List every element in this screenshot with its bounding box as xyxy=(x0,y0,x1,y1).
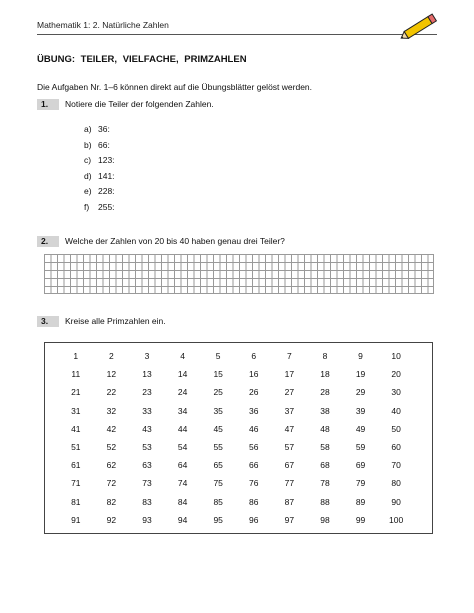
task-text: Kreise alle Primzahlen ein. xyxy=(65,316,166,326)
number-cell[interactable]: 40 xyxy=(391,405,401,416)
page-header: Mathematik 1: 2. Natürliche Zahlen xyxy=(37,20,169,30)
number-cell[interactable]: 14 xyxy=(177,369,188,380)
number-cell[interactable]: 45 xyxy=(213,423,223,434)
number-cell[interactable]: 58 xyxy=(320,441,330,452)
number-cell[interactable]: 88 xyxy=(320,496,330,507)
item-label: d) xyxy=(84,170,92,181)
number-cell[interactable]: 25 xyxy=(213,387,223,398)
number-cell[interactable]: 60 xyxy=(391,441,401,452)
number-cell[interactable]: 1 xyxy=(73,351,79,361)
number-cell[interactable]: 71 xyxy=(71,478,81,489)
number-cell[interactable]: 34 xyxy=(177,405,188,416)
number-cell[interactable]: 99 xyxy=(355,514,366,525)
number-cell[interactable]: 13 xyxy=(142,369,152,380)
number-cell[interactable]: 50 xyxy=(391,423,401,434)
number-cell[interactable]: 76 xyxy=(249,478,259,489)
number-cell[interactable]: 56 xyxy=(249,441,259,452)
number-cell[interactable]: 28 xyxy=(320,387,330,398)
number-cell[interactable]: 5 xyxy=(215,351,221,361)
list-item xyxy=(84,171,115,187)
divisor-list xyxy=(84,124,115,218)
number-cell[interactable]: 69 xyxy=(355,460,366,471)
number-cell[interactable]: 55 xyxy=(213,441,223,452)
number-cell[interactable]: 19 xyxy=(355,369,366,380)
number-cell[interactable]: 61 xyxy=(71,460,81,471)
number-cell[interactable]: 93 xyxy=(142,514,152,525)
number-cell[interactable]: 78 xyxy=(320,478,330,489)
number-cell[interactable]: 100 xyxy=(389,514,404,525)
number-cell[interactable]: 22 xyxy=(106,387,117,398)
number-cell[interactable]: 96 xyxy=(249,514,259,525)
number-cell[interactable]: 8 xyxy=(322,351,328,361)
number-cell[interactable]: 98 xyxy=(320,514,330,525)
list-item xyxy=(84,202,115,218)
number-cell[interactable]: 27 xyxy=(284,387,295,398)
item-value: 255: xyxy=(98,201,115,212)
number-cell[interactable]: 18 xyxy=(320,369,330,380)
number-cell[interactable]: 23 xyxy=(142,387,152,398)
list-item xyxy=(84,124,115,140)
item-value: 123: xyxy=(98,155,115,166)
number-cell[interactable]: 2 xyxy=(109,351,114,361)
number-cell[interactable]: 86 xyxy=(249,496,259,507)
number-cell[interactable]: 94 xyxy=(177,514,188,525)
number-cell[interactable]: 39 xyxy=(355,405,366,416)
task-2 xyxy=(37,235,285,247)
number-cell[interactable]: 85 xyxy=(213,496,223,507)
number-cell[interactable]: 82 xyxy=(106,496,117,507)
number-cell[interactable]: 9 xyxy=(358,351,363,361)
number-cell[interactable]: 72 xyxy=(106,478,117,489)
item-value: 66: xyxy=(98,139,110,150)
number-cell[interactable]: 53 xyxy=(142,441,152,452)
number-cell[interactable]: 36 xyxy=(249,405,259,416)
number-cell[interactable]: 7 xyxy=(286,351,292,361)
task-number: 3. xyxy=(37,316,59,327)
number-cell[interactable]: 3 xyxy=(144,351,150,361)
number-cell[interactable]: 30 xyxy=(391,387,401,398)
number-cell[interactable]: 75 xyxy=(213,478,223,489)
list-item xyxy=(84,186,115,202)
number-cell[interactable]: 32 xyxy=(106,405,117,416)
number-table xyxy=(58,351,414,533)
number-cell[interactable]: 64 xyxy=(177,460,188,471)
item-label: b) xyxy=(84,139,92,150)
number-cell[interactable]: 91 xyxy=(71,514,81,525)
number-cell[interactable]: 4 xyxy=(180,351,185,361)
number-cell[interactable]: 31 xyxy=(71,405,81,416)
number-cell[interactable]: 43 xyxy=(142,423,152,434)
item-label: e) xyxy=(84,186,92,197)
number-cell[interactable]: 89 xyxy=(355,496,366,507)
answer-grid[interactable] xyxy=(44,254,434,294)
intro-text: Die Aufgaben Nr. 1–6 können direkt auf die Übungsblätter gelöst werden. xyxy=(37,82,313,92)
number-cell[interactable]: 48 xyxy=(320,423,330,434)
number-cell[interactable]: 21 xyxy=(71,387,81,398)
number-cell[interactable]: 6 xyxy=(251,351,257,361)
number-cell[interactable]: 80 xyxy=(391,478,401,489)
number-cell[interactable]: 77 xyxy=(284,478,295,489)
number-cell[interactable]: 44 xyxy=(177,423,188,434)
task-3 xyxy=(37,315,166,327)
number-cell[interactable]: 37 xyxy=(284,405,295,416)
task-number: 1. xyxy=(37,99,59,110)
list-item xyxy=(84,140,115,156)
task-text: Welche der Zahlen von 20 bis 40 haben genau drei Teiler? xyxy=(65,236,285,246)
number-cell[interactable]: 81 xyxy=(71,496,81,507)
number-cell[interactable]: 51 xyxy=(71,441,81,452)
number-cell[interactable]: 73 xyxy=(142,478,152,489)
number-cell[interactable]: 20 xyxy=(391,369,401,380)
number-cell[interactable]: 79 xyxy=(355,478,366,489)
item-value: 36: xyxy=(98,124,110,134)
list-item xyxy=(84,155,115,171)
number-cell[interactable]: 33 xyxy=(142,405,152,416)
number-cell[interactable]: 52 xyxy=(106,441,117,452)
number-cell[interactable]: 68 xyxy=(320,460,330,471)
number-cell[interactable]: 70 xyxy=(391,460,401,471)
number-cell[interactable]: 59 xyxy=(355,441,366,452)
pencil-icon xyxy=(398,12,440,42)
number-cell[interactable]: 92 xyxy=(106,514,117,525)
task-text: Notiere die Teiler der folgenden Zahlen. xyxy=(65,99,214,109)
number-cell[interactable]: 57 xyxy=(284,441,295,452)
item-label: c) xyxy=(84,155,92,166)
number-cell[interactable]: 47 xyxy=(284,423,295,434)
item-value: 228: xyxy=(98,186,115,197)
number-cell[interactable]: 67 xyxy=(284,460,295,471)
number-cell[interactable]: 62 xyxy=(106,460,117,471)
number-cell[interactable]: 49 xyxy=(355,423,366,434)
number-cell[interactable]: 74 xyxy=(177,478,188,489)
number-cell[interactable]: 42 xyxy=(106,423,117,434)
number-cell[interactable]: 46 xyxy=(249,423,259,434)
item-label: f) xyxy=(84,201,90,212)
number-cell[interactable]: 17 xyxy=(284,369,295,380)
number-cell[interactable]: 38 xyxy=(320,405,330,416)
number-cell[interactable]: 97 xyxy=(284,514,295,525)
number-cell[interactable]: 11 xyxy=(71,369,81,380)
number-cell[interactable]: 84 xyxy=(177,496,188,507)
number-cell[interactable]: 65 xyxy=(213,460,223,471)
number-cell[interactable]: 15 xyxy=(213,369,223,380)
page-title: ÜBUNG: TEILER, VIELFACHE, PRIMZAHLEN xyxy=(37,54,247,65)
number-cell[interactable]: 95 xyxy=(213,514,223,525)
number-cell[interactable]: 16 xyxy=(249,369,259,380)
header-divider xyxy=(37,34,437,35)
number-cell[interactable]: 24 xyxy=(177,387,188,398)
task-1 xyxy=(37,98,214,110)
number-cell[interactable]: 29 xyxy=(355,387,366,398)
number-cell[interactable]: 66 xyxy=(249,460,259,471)
number-cell[interactable]: 12 xyxy=(106,369,117,380)
number-cell[interactable]: 83 xyxy=(142,496,152,507)
number-cell[interactable]: 10 xyxy=(391,351,401,361)
number-cell[interactable]: 35 xyxy=(213,405,223,416)
number-cell[interactable]: 41 xyxy=(71,423,81,434)
number-cell[interactable]: 63 xyxy=(142,460,152,471)
number-cell[interactable]: 54 xyxy=(177,441,188,452)
task-number: 2. xyxy=(37,236,59,247)
item-label: a) xyxy=(84,124,92,134)
number-cell[interactable]: 90 xyxy=(391,496,401,507)
item-value: 141: xyxy=(98,170,115,181)
number-cell[interactable]: 26 xyxy=(249,387,259,398)
number-cell[interactable]: 87 xyxy=(284,496,295,507)
